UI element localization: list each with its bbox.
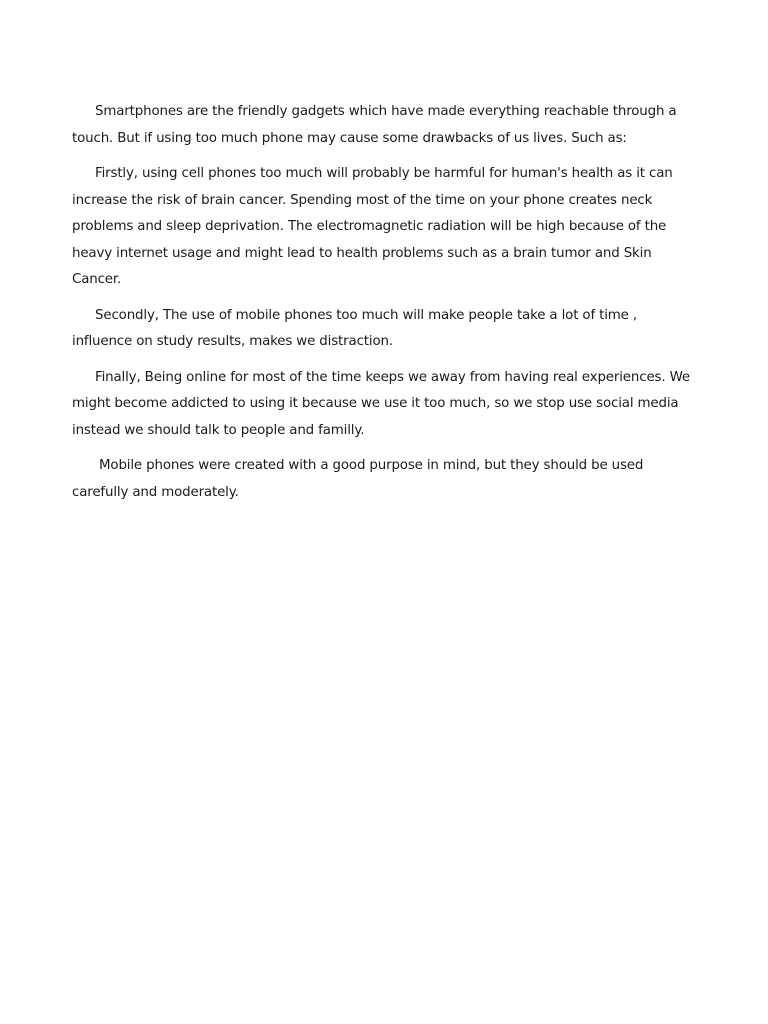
paragraph-intro: Smartphones are the friendly gadgets which have made everything reachable through a touch. But if using too much phone may cause some drawbacks of us lives. Such as: — [72, 104, 677, 146]
paragraph-finally: Finally, Being online for most of the time keeps we away from having real experiences. We might become addicted to using it because we use it too much, so we stop use social media instead we should talk to people and familly. — [72, 369, 690, 438]
paragraph-conclusion: Mobile phones were created with a good purpose in mind, but they should be used carefully and moderately. — [72, 458, 644, 500]
paragraph-firstly: Firstly, using cell phones too much will probably be harmful for human's health as it can increase the risk of brain cancer. Spending most of the time on your phone creates neck problems and sleep deprivation. The electromagnetic radiation will be high because of the heavy internet usage and might lead to health problems such as a brain tumor and Skin Cancer. — [72, 166, 673, 287]
document-page — [72, 99, 694, 515]
paragraph-secondly: Secondly, The use of mobile phones too much will make people take a lot of time , influence on study results, makes we distraction. — [72, 307, 637, 349]
